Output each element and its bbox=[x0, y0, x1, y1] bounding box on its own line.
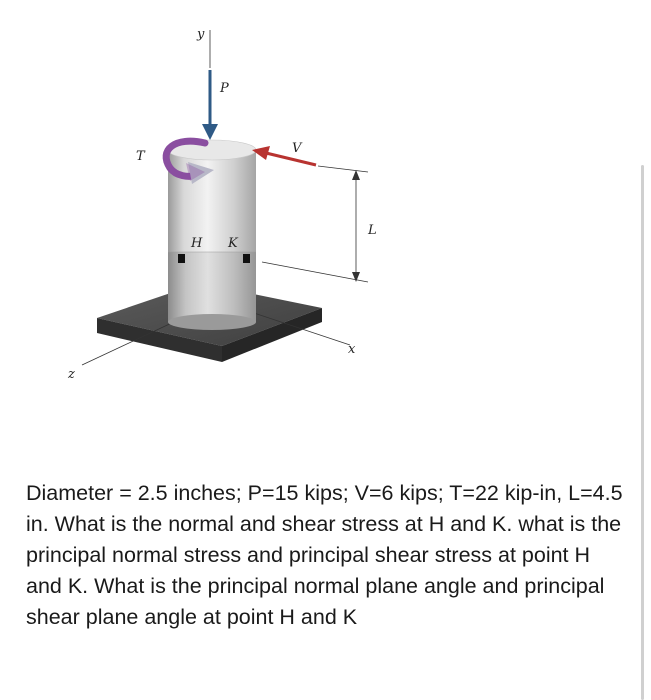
v-arrow bbox=[252, 146, 316, 165]
p-arrow bbox=[202, 70, 218, 140]
t-label: T bbox=[136, 149, 145, 164]
l-dimension bbox=[262, 166, 368, 282]
point-h-marker bbox=[178, 254, 185, 263]
v-label: V bbox=[292, 141, 302, 156]
h-label: H bbox=[191, 236, 203, 251]
k-label: K bbox=[228, 236, 238, 251]
y-axis-label: y bbox=[197, 27, 205, 42]
p-label: P bbox=[220, 81, 229, 96]
point-k-marker bbox=[243, 254, 250, 263]
scrollbar[interactable] bbox=[641, 165, 644, 700]
l-label: L bbox=[368, 223, 377, 238]
z-axis-label: z bbox=[68, 367, 75, 382]
x-axis-label: x bbox=[348, 342, 356, 357]
question-text: Diameter = 2.5 inches; P=15 kips; V=6 kips; T=22 kip-in, L=4.5 in. What is the normal and shear stress at H and K. what is the principal normal stress and principal shear stress at point H and K. What is the principal normal plane angle and principal shear plane angle at point H and K bbox=[26, 481, 623, 629]
column bbox=[168, 140, 256, 330]
